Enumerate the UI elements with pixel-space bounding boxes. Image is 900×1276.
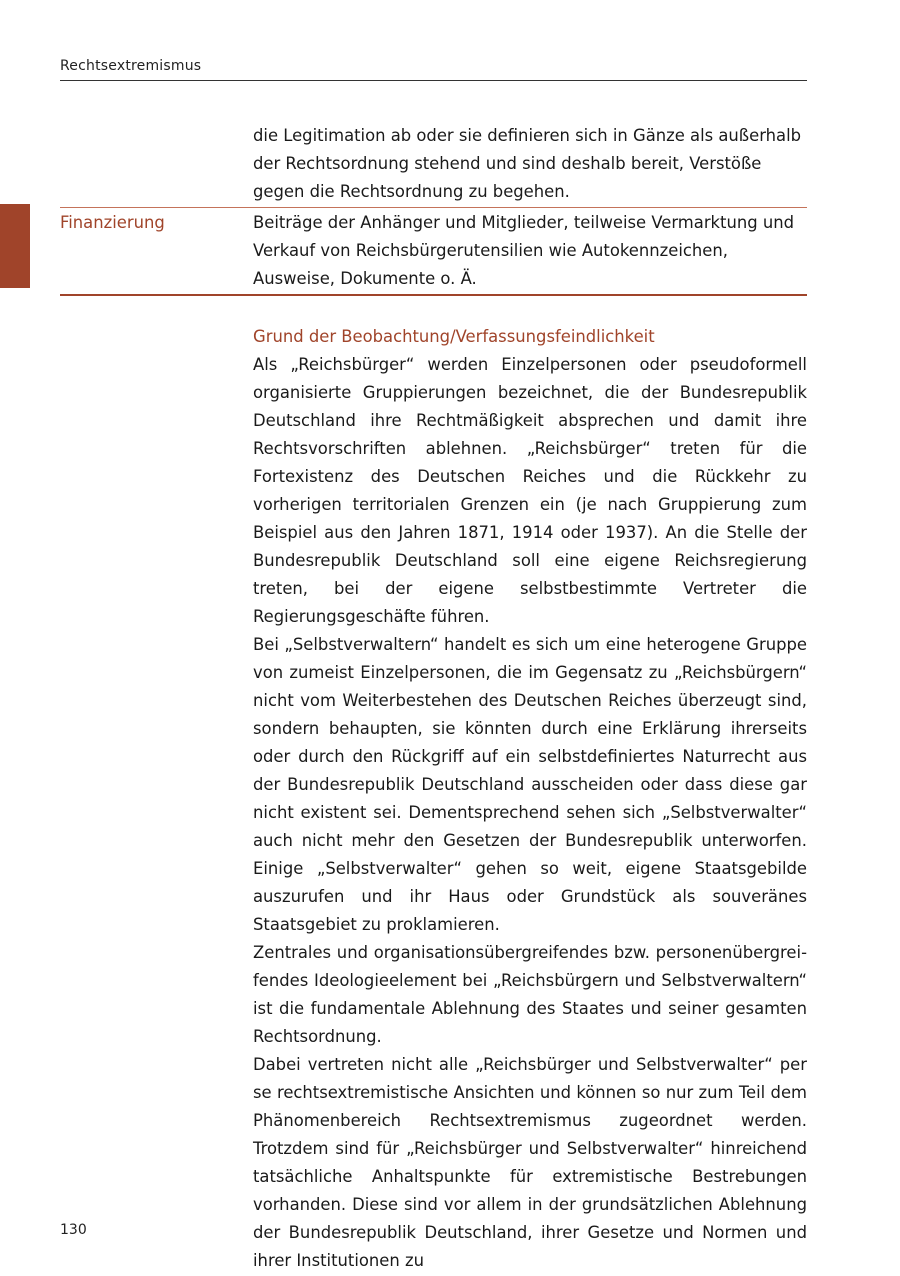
page-number: 130 [60,1222,87,1238]
body-paragraph: Als „Reichsbürger“ werden Einzelpersonen oder pseudoformell organisierte Gruppierungen bezeichnet, die der Bundesrepublik Deutschland ihre Rechtmäßigkeit absprechen und damit ihre Rechtsvorschriften ablehnen. „Reichsbürger“ treten für die Fortexistenz des Deutschen Reiches und die Rückkehr zu vorherigen territorialen Grenzen ein (je nach Gruppierung zum Beispiel aus den Jahren 1871, 1914 oder 1937). An die Stelle der Bundesrepublik Deutschland soll eine eigene Reichsregierung treten, bei der eigene selbstbestimmte Vertreter die Regierungsgeschäfte führen. [253,355,807,626]
chapter-side-tab [0,204,30,288]
table-bottom-divider [60,294,807,296]
table-continued-text: die Legitimation ab oder sie definieren sich in Gänze als außerhalb der Rechtsordnung stehend und sind deshalb bereit, Verstöße gegen die Rechtsordnung zu begehen. [253,126,802,201]
table-row-label-finanzierung: Finanzierung [60,213,165,232]
body-paragraph: Zentrales und organisationsübergreifendes bzw. personenübergreifendes Ideologieelement bei „Reichsbürgern und Selbstverwaltern“ ist die fundamentale Ablehnung des Staates und seiner gesamten Rechtsordnung. [253,943,807,1046]
header-divider [60,80,807,81]
running-header-title: Rechtsextremismus [60,58,202,74]
section-heading: Grund der Beobachtung/Verfassungsfeindlichkeit [253,327,655,346]
table-row-value-finanzierung: Beiträge der Anhänger und Mitglieder, teilweise Vermarktung und Verkauf von Reichsbürgerutensilien wie Autokennzeichen, Ausweise, Dokumente o. Ä. [253,213,795,288]
body-paragraph: Bei „Selbstverwaltern“ handelt es sich um eine heterogene Gruppe von zumeist Einzelpersonen, die im Gegensatz zu „Reichsbürgern“ nicht vom Weiterbestehen des Deutschen Reiches überzeugt sind, sondern behaupten, sie könnten durch eine Erklärung ihrerseits oder durch den Rückgriff auf ein selbstdefiniertes Naturrecht aus der Bundesrepublik Deutschland ausscheiden oder dass diese gar nicht existent sei. Dementsprechend sehen sich „Selbstverwalter“ auch nicht mehr den Gesetzen der Bundesrepublik unterworfen. Einige „Selbstverwalter“ gehen so weit, eigene Staatsgebilde auszurufen und ihr Haus oder Grundstück als souveränes Staatsgebiet zu proklamieren. [253,635,807,934]
body-paragraph: Dabei vertreten nicht alle „Reichsbürger und Selbstverwalter“ per se rechtsextremistische Ansichten und können so nur zum Teil dem Phänomenbereich Rechtsextremismus zugeordnet werden. Trotzdem sind für „Reichsbürger und Selbstverwalter“ hinreichend tatsächliche Anhaltspunkte für extremistische Bestrebungen vorhanden. Diese sind vor allem in der grundsätzlichen Ablehnung der Bundesrepublik Deutschland, ihrer Gesetze und Normen und ihrer Institutionen zu [253,1055,807,1270]
table-row-divider [60,207,807,208]
section-body [253,351,807,1275]
